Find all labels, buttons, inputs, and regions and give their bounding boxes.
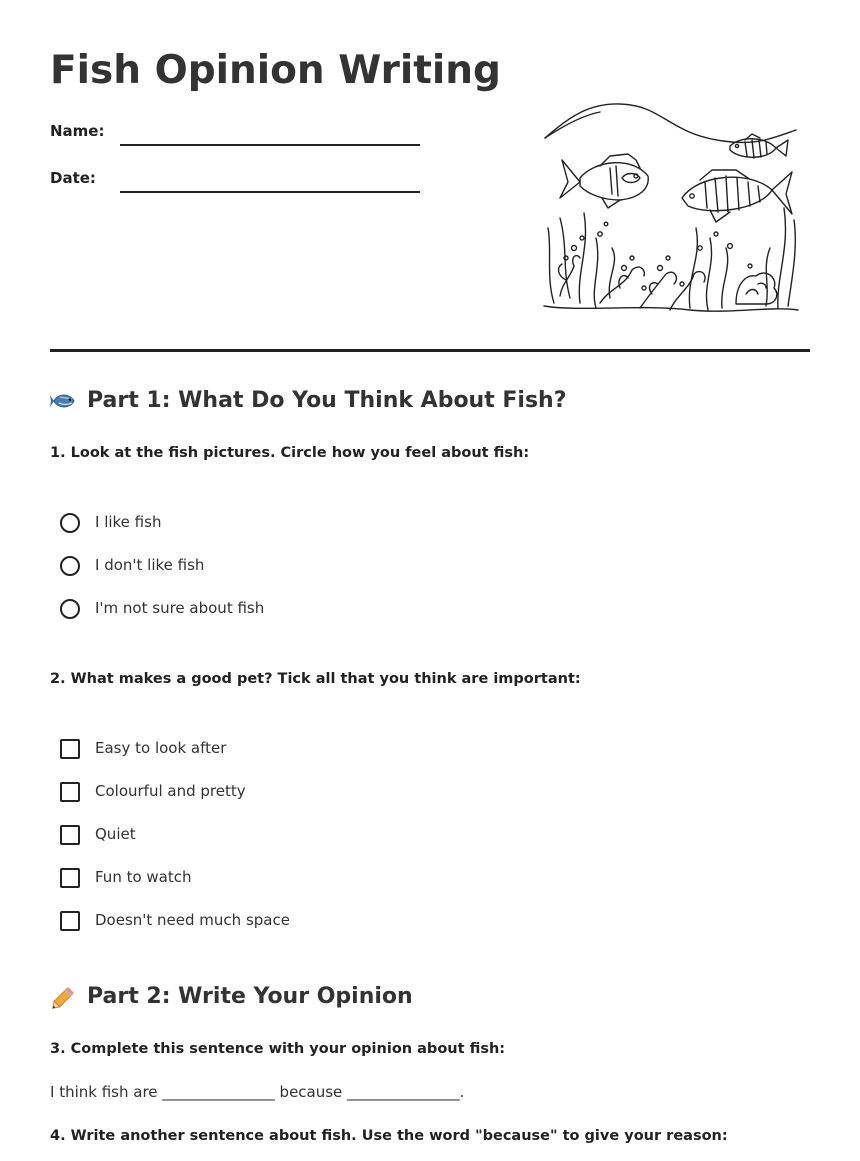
q2-option-space[interactable] xyxy=(60,907,290,933)
checkbox[interactable] xyxy=(60,911,80,931)
option-label: Doesn't need much space xyxy=(95,911,290,929)
question-1: 1. Look at the fish pictures. Circle how you feel about fish: xyxy=(50,445,530,461)
option-label: I like fish xyxy=(95,513,162,531)
date-field[interactable] xyxy=(50,165,470,195)
worksheet-header xyxy=(50,0,810,352)
checkbox[interactable] xyxy=(60,868,80,888)
q3-sentence[interactable]: I think fish are _______________ because _______________. xyxy=(50,1083,465,1101)
option-label: Fun to watch xyxy=(95,868,192,886)
name-label: Name: xyxy=(50,122,105,140)
q2-option-quiet[interactable] xyxy=(60,821,136,847)
question-3: 3. Complete this sentence with your opinion about fish: xyxy=(50,1041,506,1057)
q2-option-easy[interactable] xyxy=(60,735,226,761)
option-label: Quiet xyxy=(95,825,136,843)
part1-title xyxy=(50,388,566,413)
q2-option-colourful[interactable] xyxy=(60,778,246,804)
pencil-emoji-icon xyxy=(50,985,78,1009)
option-label: I'm not sure about fish xyxy=(95,599,265,617)
question-4: 4. Write another sentence about fish. Use the word "because" to give your reason: xyxy=(50,1128,728,1144)
q1-option-dislike[interactable] xyxy=(60,552,204,578)
name-field[interactable] xyxy=(50,118,470,148)
radio-circle[interactable] xyxy=(60,599,80,619)
checkbox[interactable] xyxy=(60,782,80,802)
worksheet-page xyxy=(50,0,810,1144)
part2-title xyxy=(50,984,413,1009)
page-title: Fish Opinion Writing xyxy=(50,48,501,93)
fish-emoji-icon xyxy=(50,389,78,413)
q1-option-unsure[interactable] xyxy=(60,595,264,621)
fish-tank-illustration-icon xyxy=(540,98,802,314)
question-2: 2. What makes a good pet? Tick all that you think are important: xyxy=(50,671,581,687)
radio-circle[interactable] xyxy=(60,513,80,533)
checkbox[interactable] xyxy=(60,739,80,759)
option-label: I don't like fish xyxy=(95,556,205,574)
q2-option-fun[interactable] xyxy=(60,864,192,890)
name-line[interactable] xyxy=(120,144,420,146)
q1-option-like[interactable] xyxy=(60,509,161,535)
option-label: Colourful and pretty xyxy=(95,782,246,800)
radio-circle[interactable] xyxy=(60,556,80,576)
date-line[interactable] xyxy=(120,191,420,193)
date-label: Date: xyxy=(50,169,96,187)
checkbox[interactable] xyxy=(60,825,80,845)
part2-title-text: Part 2: Write Your Opinion xyxy=(87,984,413,1009)
part1-title-text: Part 1: What Do You Think About Fish? xyxy=(87,388,567,413)
option-label: Easy to look after xyxy=(95,739,227,757)
